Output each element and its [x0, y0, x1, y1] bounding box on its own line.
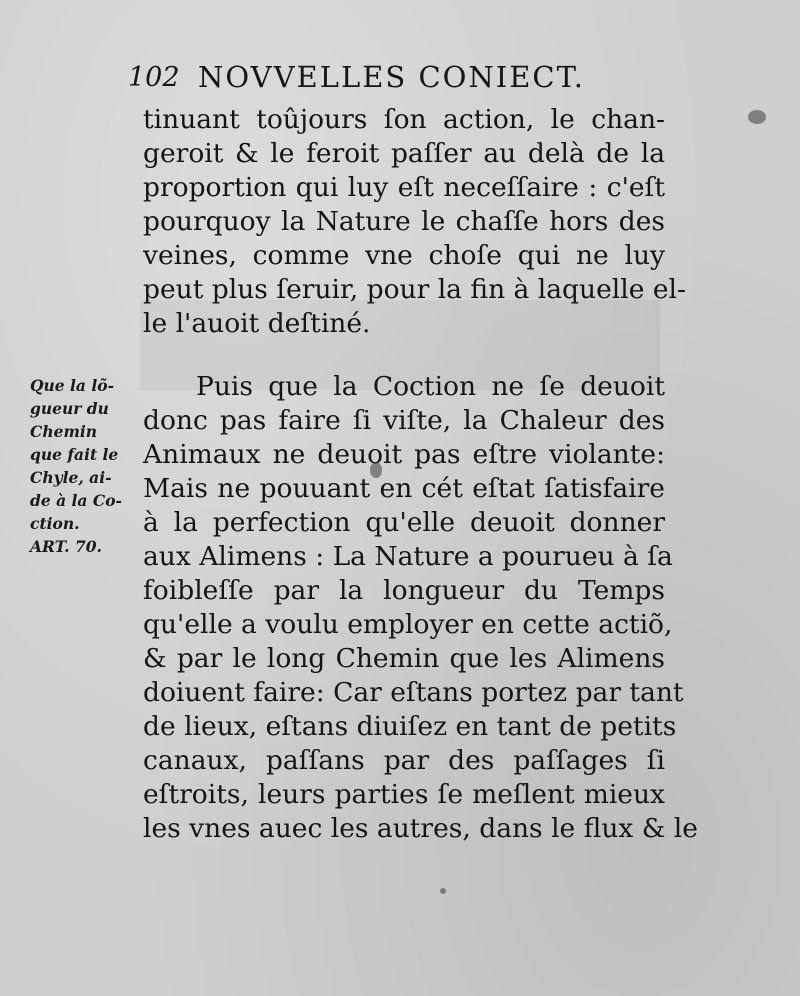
- margin-note-line: Que la lõ-: [30, 376, 115, 395]
- text-line: qu'elle a voulu employer en cette actiõ,: [143, 609, 673, 640]
- margin-note-line: de à la Co-: [30, 491, 122, 510]
- text-line: & par le long Chemin que les Alimens: [143, 643, 665, 674]
- paper-speck: [370, 462, 382, 478]
- page-number: 102: [128, 62, 180, 93]
- text-line: canaux, paſſans par des paſſages ſi: [143, 745, 665, 776]
- text-line: eſtroits, leurs parties ſe meſlent mieux: [143, 779, 665, 810]
- text-line: de lieux, eſtans diuiſez en tant de petits: [143, 711, 677, 742]
- text-line: Animaux ne deuoit pas eſtre violante:: [143, 439, 665, 470]
- margin-note-line: Chyle, ai-: [30, 468, 112, 487]
- text-line: le l'auoit deſtiné.: [143, 308, 371, 339]
- text-line: pourquoy la Nature le chaſſe hors des: [143, 206, 665, 237]
- margin-note-line: gueur du: [30, 399, 109, 418]
- text-line: aux Alimens : La Nature a pourueu à ſa: [143, 541, 673, 572]
- text-line: doiuent faire: Car eſtans portez par tant: [143, 677, 684, 708]
- text-line: proportion qui luy eſt neceſſaire : c'eſt: [143, 172, 665, 203]
- text-line: donc pas faire ſi viſte, la Chaleur des: [143, 405, 665, 436]
- text-line: peut plus ſeruir, pour la fin à laquelle el-: [143, 274, 686, 305]
- text-line: à la perfection qu'elle deuoit donner: [143, 507, 665, 538]
- text-line: Mais ne pouuant en cét eſtat ſatisfaire: [143, 473, 665, 504]
- text-line: les vnes auec les autres, dans le flux & le: [143, 813, 698, 844]
- text-line: foibleſſe par la longueur du Temps: [143, 575, 665, 606]
- margin-note: [30, 374, 142, 558]
- paper-speck: [440, 888, 446, 894]
- page-header: [128, 60, 688, 100]
- text-line: Puis que la Coction ne ſe deuoit: [196, 371, 665, 402]
- running-title: NOVVELLES CONIECT.: [198, 60, 585, 94]
- margin-note-line: ART. 70.: [30, 537, 102, 556]
- paper-speck: [748, 110, 766, 124]
- text-line: tinuant toûjours ſon action, le chan-: [143, 104, 665, 135]
- margin-note-line: que fait le: [30, 445, 119, 464]
- text-line: geroit & le feroit paſſer au delà de la: [143, 138, 665, 169]
- margin-note-line: Chemin: [30, 422, 98, 441]
- margin-note-line: ction.: [30, 514, 80, 533]
- text-line: veines, comme vne choſe qui ne luy: [143, 240, 665, 271]
